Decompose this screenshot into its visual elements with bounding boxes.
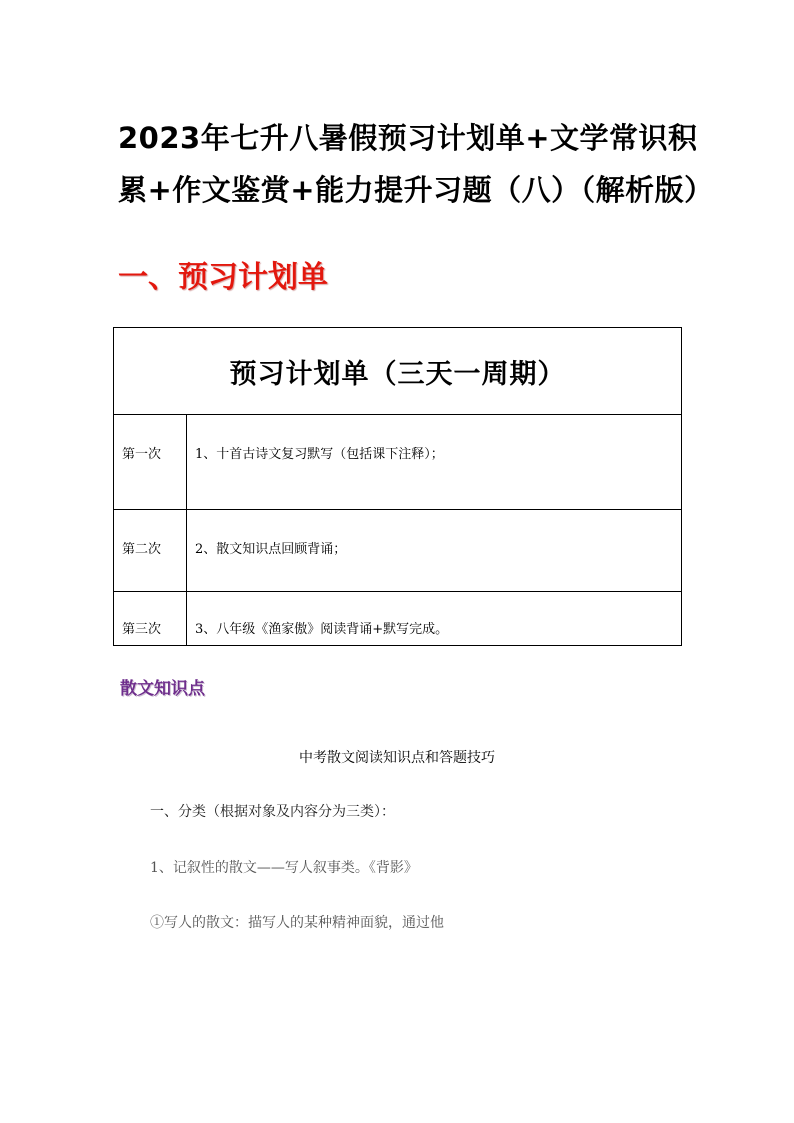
plan-table bbox=[113, 327, 682, 646]
table-row bbox=[114, 510, 682, 592]
paragraph: ①写人的散文：描写人的某种精神面貌，通过他 bbox=[150, 915, 444, 931]
plan-table-header: 预习计划单（三天一周期） bbox=[114, 328, 682, 415]
article-title: 中考散文阅读知识点和答题技巧 bbox=[299, 750, 495, 766]
row-label: 第二次 bbox=[114, 510, 187, 592]
section-heading: 一、预习计划单 bbox=[118, 260, 328, 295]
document-title-line-1: 2023年七升八暑假预习计划单+文学常识积 bbox=[118, 121, 698, 155]
plan-table-header-row bbox=[114, 328, 682, 415]
document-title-line-2: 累+作文鉴赏+能力提升习题（八）（解析版） bbox=[118, 173, 714, 207]
sub-heading: 散文知识点 bbox=[120, 679, 205, 699]
row-label: 第三次 bbox=[114, 592, 187, 646]
row-content: 2、散文知识点回顾背诵； bbox=[187, 510, 682, 592]
paragraph: 一、分类（根据对象及内容分为三类）： bbox=[150, 804, 395, 820]
row-content: 1、十首古诗文复习默写（包括课下注释）； bbox=[187, 415, 682, 510]
document-title bbox=[118, 112, 714, 216]
row-content: 3、八年级《渔家傲》阅读背诵+默写完成。 bbox=[187, 592, 682, 646]
table-row bbox=[114, 415, 682, 510]
table-row bbox=[114, 592, 682, 646]
paragraph: 1、记叙性的散文——写人叙事类。《背影》 bbox=[150, 860, 418, 876]
row-label: 第一次 bbox=[114, 415, 187, 510]
